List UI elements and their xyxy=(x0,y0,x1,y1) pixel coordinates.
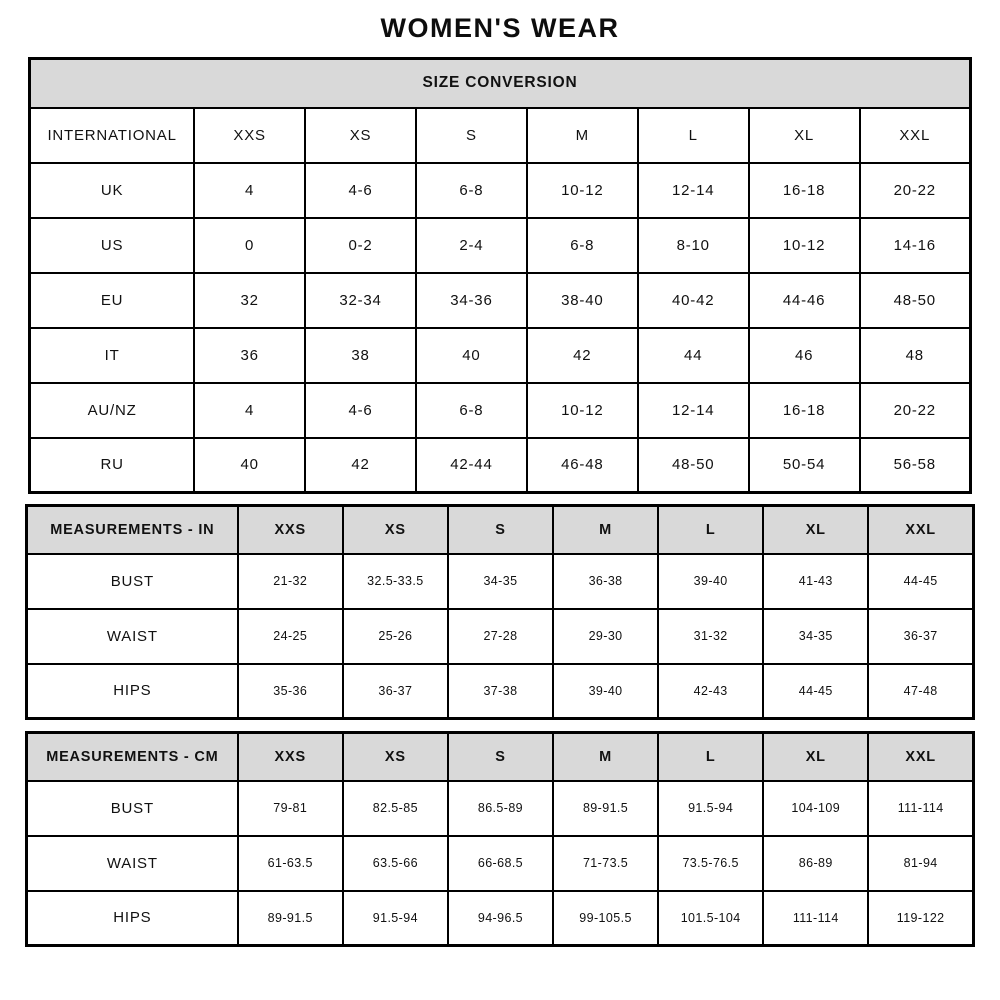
table-cell: 50-54 xyxy=(749,438,860,493)
table-cell: 35-36 xyxy=(238,664,343,719)
table-cell: 86-89 xyxy=(763,836,868,891)
table-row xyxy=(30,163,971,218)
table-cell: 10-12 xyxy=(749,218,860,273)
row-label: UK xyxy=(30,163,195,218)
table-cell: 12-14 xyxy=(638,163,749,218)
table-cell: 27-28 xyxy=(448,609,553,664)
column-header: S xyxy=(448,733,553,781)
table-cell: 71-73.5 xyxy=(553,836,658,891)
table-cell: 24-25 xyxy=(238,609,343,664)
table-cell: 48-50 xyxy=(860,273,971,328)
table-cell: 4 xyxy=(194,383,305,438)
table-row xyxy=(27,891,974,946)
row-label: RU xyxy=(30,438,195,493)
column-header: L xyxy=(658,733,763,781)
table-header-row xyxy=(27,506,974,554)
table-cell: 14-16 xyxy=(860,218,971,273)
column-header: XXS xyxy=(194,108,305,163)
table-cell: 4-6 xyxy=(305,383,416,438)
table-cell: 25-26 xyxy=(343,609,448,664)
table-cell: 44 xyxy=(638,328,749,383)
table-cell: 29-30 xyxy=(553,609,658,664)
table-cell: 91.5-94 xyxy=(658,781,763,836)
column-header: M xyxy=(527,108,638,163)
column-header: XL xyxy=(763,733,868,781)
table-cell: 40 xyxy=(194,438,305,493)
table-cell: 56-58 xyxy=(860,438,971,493)
table-cell: 63.5-66 xyxy=(343,836,448,891)
table-cell: 36-38 xyxy=(553,554,658,609)
table-cell: 38 xyxy=(305,328,416,383)
table-cell: 89-91.5 xyxy=(238,891,343,946)
table-cell: 8-10 xyxy=(638,218,749,273)
table-cell: 6-8 xyxy=(527,218,638,273)
table-cell: 37-38 xyxy=(448,664,553,719)
page-title: WOMEN'S WEAR xyxy=(380,13,620,43)
row-label: BUST xyxy=(27,554,238,609)
column-header: XL xyxy=(763,506,868,554)
table-row xyxy=(30,438,971,493)
table-cell: 36 xyxy=(194,328,305,383)
column-header: XXL xyxy=(868,506,973,554)
corner-header: MEASUREMENTS - CM xyxy=(27,733,238,781)
table-cell: 81-94 xyxy=(868,836,973,891)
table-cell: 2-4 xyxy=(416,218,527,273)
row-label: WAIST xyxy=(27,609,238,664)
table-header-row xyxy=(30,108,971,163)
table-cell: 10-12 xyxy=(527,383,638,438)
table-cell: 0-2 xyxy=(305,218,416,273)
table-row xyxy=(27,554,974,609)
table-cell: 4-6 xyxy=(305,163,416,218)
column-header: L xyxy=(658,506,763,554)
table-cell: 44-46 xyxy=(749,273,860,328)
table-gap xyxy=(0,720,1000,731)
table-cell: 48 xyxy=(860,328,971,383)
table-cell: 42-43 xyxy=(658,664,763,719)
table-cell: 42-44 xyxy=(416,438,527,493)
table-cell: 104-109 xyxy=(763,781,868,836)
measurements-cm-table xyxy=(25,731,975,947)
table-row xyxy=(27,781,974,836)
measurements-in-table xyxy=(25,504,975,720)
table-cell: 6-8 xyxy=(416,163,527,218)
column-header: S xyxy=(416,108,527,163)
table-cell: 39-40 xyxy=(658,554,763,609)
table-cell: 89-91.5 xyxy=(553,781,658,836)
table-cell: 42 xyxy=(527,328,638,383)
column-header: XS xyxy=(305,108,416,163)
table-cell: 36-37 xyxy=(868,609,973,664)
table-cell: 21-32 xyxy=(238,554,343,609)
table-cell: 32 xyxy=(194,273,305,328)
table-cell: 40 xyxy=(416,328,527,383)
table-cell: 79-81 xyxy=(238,781,343,836)
table-cell: 47-48 xyxy=(868,664,973,719)
table-cell: 119-122 xyxy=(868,891,973,946)
table-row xyxy=(27,664,974,719)
table-cell: 73.5-76.5 xyxy=(658,836,763,891)
column-header: XXL xyxy=(860,108,971,163)
table-row xyxy=(27,836,974,891)
table-cell: 10-12 xyxy=(527,163,638,218)
table-row xyxy=(30,273,971,328)
row-label: US xyxy=(30,218,195,273)
table-cell: 86.5-89 xyxy=(448,781,553,836)
table-header-row xyxy=(27,733,974,781)
column-header: XS xyxy=(343,506,448,554)
table-cell: 31-32 xyxy=(658,609,763,664)
corner-header: INTERNATIONAL xyxy=(30,108,195,163)
column-header: M xyxy=(553,733,658,781)
table-cell: 91.5-94 xyxy=(343,891,448,946)
corner-header: MEASUREMENTS - IN xyxy=(27,506,238,554)
table-row xyxy=(30,218,971,273)
column-header: S xyxy=(448,506,553,554)
table-cell: 4 xyxy=(194,163,305,218)
table-row xyxy=(30,383,971,438)
column-header: XXS xyxy=(238,733,343,781)
table-cell: 66-68.5 xyxy=(448,836,553,891)
table-cell: 42 xyxy=(305,438,416,493)
table-cell: 44-45 xyxy=(868,554,973,609)
table-cell: 94-96.5 xyxy=(448,891,553,946)
column-header: XXS xyxy=(238,506,343,554)
table-cell: 99-105.5 xyxy=(553,891,658,946)
row-label: EU xyxy=(30,273,195,328)
table-cell: 44-45 xyxy=(763,664,868,719)
row-label: AU/NZ xyxy=(30,383,195,438)
column-header: XXL xyxy=(868,733,973,781)
table-cell: 6-8 xyxy=(416,383,527,438)
table-cell: 34-35 xyxy=(763,609,868,664)
table-cell: 101.5-104 xyxy=(658,891,763,946)
column-header: L xyxy=(638,108,749,163)
table-cell: 46 xyxy=(749,328,860,383)
table-cell: 39-40 xyxy=(553,664,658,719)
table-cell: 82.5-85 xyxy=(343,781,448,836)
table-row xyxy=(30,328,971,383)
table-cell: 12-14 xyxy=(638,383,749,438)
row-label: HIPS xyxy=(27,664,238,719)
table-cell: 36-37 xyxy=(343,664,448,719)
table-cell: 32.5-33.5 xyxy=(343,554,448,609)
table-title: SIZE CONVERSION xyxy=(30,59,971,108)
table-cell: 40-42 xyxy=(638,273,749,328)
table-cell: 16-18 xyxy=(749,163,860,218)
table-row xyxy=(27,609,974,664)
column-header: M xyxy=(553,506,658,554)
table-cell: 16-18 xyxy=(749,383,860,438)
table-cell: 38-40 xyxy=(527,273,638,328)
table-cell: 0 xyxy=(194,218,305,273)
row-label: IT xyxy=(30,328,195,383)
table-title-row xyxy=(30,59,971,108)
row-label: HIPS xyxy=(27,891,238,946)
table-cell: 111-114 xyxy=(868,781,973,836)
row-label: BUST xyxy=(27,781,238,836)
column-header: XS xyxy=(343,733,448,781)
size-conversion-table xyxy=(28,57,972,494)
table-cell: 32-34 xyxy=(305,273,416,328)
table-cell: 46-48 xyxy=(527,438,638,493)
table-cell: 34-36 xyxy=(416,273,527,328)
table-gap xyxy=(0,494,1000,504)
table-cell: 111-114 xyxy=(763,891,868,946)
table-cell: 61-63.5 xyxy=(238,836,343,891)
row-label: WAIST xyxy=(27,836,238,891)
table-cell: 20-22 xyxy=(860,383,971,438)
table-cell: 20-22 xyxy=(860,163,971,218)
table-cell: 34-35 xyxy=(448,554,553,609)
column-header: XL xyxy=(749,108,860,163)
table-cell: 48-50 xyxy=(638,438,749,493)
table-cell: 41-43 xyxy=(763,554,868,609)
